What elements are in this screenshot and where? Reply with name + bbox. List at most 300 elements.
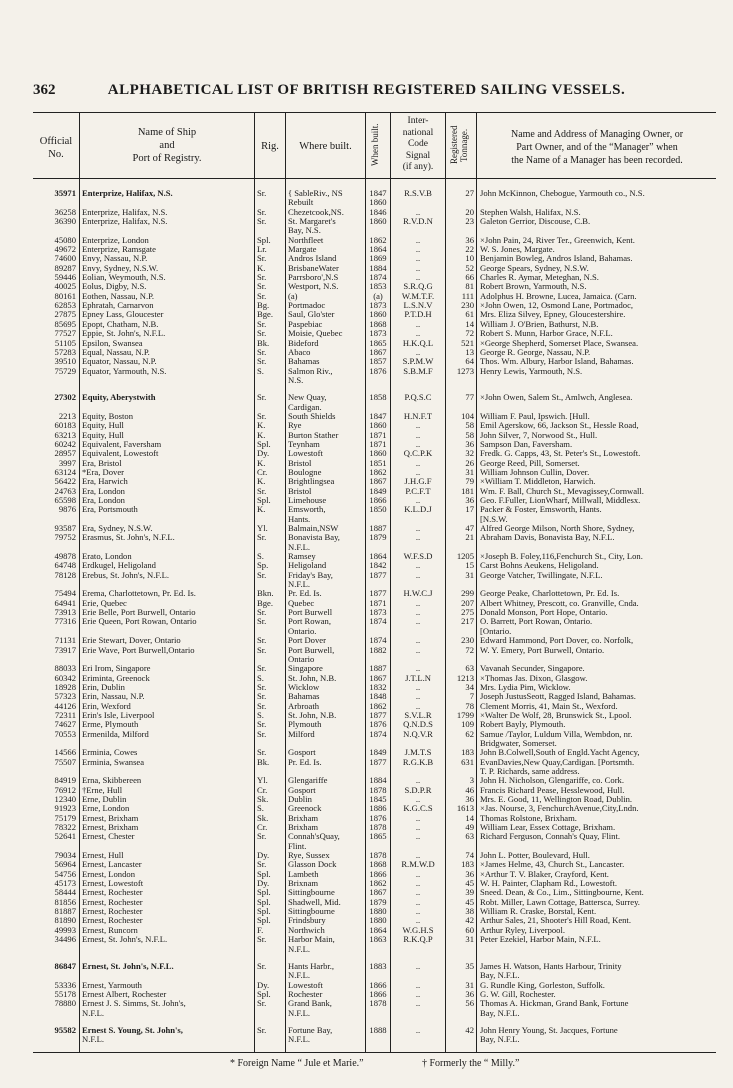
table-row bbox=[36, 468, 716, 477]
when-built-cell: 1876 bbox=[369, 720, 387, 730]
signal-cell: .. bbox=[415, 851, 421, 861]
ship-name-cell: Equator, Yarmouth, N.S. bbox=[82, 366, 167, 376]
signal-cell: .. bbox=[415, 636, 421, 646]
table-row bbox=[36, 505, 716, 514]
official-no-cell: 45080 bbox=[54, 235, 76, 245]
signal-cell: .. bbox=[415, 245, 421, 255]
rig-cell: Sr. bbox=[257, 961, 267, 971]
table-row bbox=[36, 720, 716, 729]
signal-cell: .. bbox=[415, 598, 421, 608]
tonnage-cell: 22 bbox=[465, 245, 474, 255]
table-row bbox=[36, 208, 716, 217]
where-built-cell: Bay, N.S. bbox=[288, 226, 321, 236]
where-built-cell: St. Margaret's bbox=[288, 217, 336, 227]
tonnage-cell: 299 bbox=[461, 589, 474, 599]
official-no-cell: 3997 bbox=[58, 458, 76, 468]
official-no-cell: 74627 bbox=[54, 720, 76, 730]
where-built-cell: Westport, N.S. bbox=[288, 282, 339, 292]
tonnage-cell: 58 bbox=[465, 430, 474, 440]
tonnage-cell: 15 bbox=[465, 561, 474, 571]
ship-name-cell: Enterprize, Halifax, N.S. bbox=[82, 207, 168, 217]
when-built-cell: 1876 bbox=[369, 813, 387, 823]
table-row bbox=[36, 254, 716, 263]
signal-cell: S.D.P.R bbox=[404, 785, 432, 795]
tonnage-cell: 275 bbox=[461, 608, 474, 618]
tonnage-cell: 207 bbox=[461, 598, 474, 608]
signal-cell: W.G.H.S bbox=[402, 925, 434, 935]
bottom-rule bbox=[33, 1052, 716, 1053]
official-no-cell: 95582 bbox=[54, 1025, 76, 1035]
where-built-cell: Flint. bbox=[288, 841, 307, 851]
table-row bbox=[36, 739, 716, 748]
table-row bbox=[36, 310, 716, 319]
ship-name-cell: Era, Harwich bbox=[82, 477, 128, 487]
table-row bbox=[36, 851, 716, 860]
where-built-cell: Port Burwell bbox=[288, 608, 333, 618]
rig-cell: Dy. bbox=[257, 980, 270, 990]
when-built-cell: 1867 bbox=[369, 673, 387, 683]
rig-cell: K. bbox=[257, 421, 266, 431]
ship-name-cell: Ernest, Yarmouth bbox=[82, 980, 142, 990]
signal-cell: J.M.T.S bbox=[404, 748, 432, 758]
tonnage-cell: 36 bbox=[465, 795, 474, 804]
ship-name-cell: N.F.L. bbox=[82, 1008, 104, 1018]
when-built-cell: 1880 bbox=[369, 916, 387, 926]
signal-cell: Q.C.P.K bbox=[403, 449, 433, 459]
official-no-cell: 72311 bbox=[54, 710, 76, 720]
where-built-cell: Lowestoft bbox=[288, 980, 323, 990]
table-row bbox=[36, 608, 716, 617]
owner-cell: John B.Colwell,South of Engld.Yacht Agency, bbox=[480, 748, 640, 758]
table-row bbox=[36, 655, 716, 664]
owner-cell: Richard Ferguson, Connah's Quay, Flint. bbox=[480, 832, 620, 842]
when-built-cell: 1886 bbox=[369, 804, 387, 814]
ship-name-cell: Ernest, Rochester bbox=[82, 907, 143, 917]
signal-cell: .. bbox=[415, 329, 421, 339]
owner-cell: Donald Monson, Port Hope, Ontario. bbox=[480, 608, 608, 618]
signal-cell: Q.N.D.S bbox=[403, 720, 433, 730]
table-row bbox=[36, 412, 716, 421]
official-no-cell: 35971 bbox=[54, 189, 76, 198]
signal-cell: .. bbox=[415, 235, 421, 245]
rig-cell: Sr. bbox=[257, 664, 267, 674]
owner-cell: Benjamin Bowleg, Andros Island, Bahamas. bbox=[480, 254, 633, 264]
where-built-cell: N.F.L. bbox=[288, 542, 310, 552]
official-no-cell: 28957 bbox=[54, 449, 76, 459]
official-no-cell: 39510 bbox=[54, 357, 76, 367]
rig-cell: S. bbox=[257, 710, 264, 720]
where-built-cell: Glasson Dock bbox=[288, 860, 337, 870]
tonnage-cell: 36 bbox=[465, 235, 474, 245]
when-built-cell: 1879 bbox=[369, 897, 387, 907]
table-row bbox=[36, 990, 716, 999]
when-built-cell: 1842 bbox=[369, 561, 387, 571]
where-built-cell: Fortune Bay, bbox=[288, 1025, 333, 1035]
where-built-cell: N.F.L. bbox=[288, 971, 310, 981]
when-built-cell: 1832 bbox=[369, 682, 387, 692]
when-built-cell: 1853 bbox=[369, 282, 387, 292]
rig-cell: Dy. bbox=[257, 449, 270, 459]
ship-name-cell: N.F.L. bbox=[82, 1035, 104, 1045]
tonnage-cell: 79 bbox=[465, 477, 474, 487]
official-no-cell: 60242 bbox=[54, 439, 76, 449]
table-row bbox=[36, 646, 716, 655]
signal-cell: .. bbox=[415, 879, 421, 889]
table-row bbox=[36, 329, 716, 338]
table-row bbox=[36, 888, 716, 897]
owner-cell: G. Rundle King, Gorleston, Suffolk. bbox=[480, 980, 605, 990]
table-row bbox=[36, 674, 716, 683]
official-no-cell: 27875 bbox=[54, 310, 76, 320]
rig-cell: Sr. bbox=[257, 533, 267, 543]
official-no-cell: 81856 bbox=[54, 897, 76, 907]
where-built-cell: Bideford bbox=[288, 338, 319, 348]
owner-cell: Robt. Miller, Lawn Cottage, Battersca, Surrey. bbox=[480, 897, 640, 907]
header-signal: Inter- national Code Signal (if any). bbox=[402, 116, 434, 172]
where-built-cell: Chezetcook,NS. bbox=[288, 207, 344, 217]
official-no-cell: 70553 bbox=[54, 729, 76, 739]
ship-name-cell: Equivalent, Faversham bbox=[82, 439, 162, 449]
ship-name-cell: Ernest, Hull bbox=[82, 851, 124, 861]
where-built-cell: Salmon Riv., bbox=[288, 366, 333, 376]
official-no-cell: 59446 bbox=[54, 273, 76, 283]
table-row bbox=[36, 301, 716, 310]
signal-cell: .. bbox=[415, 347, 421, 357]
table-row bbox=[36, 217, 716, 226]
tonnage-cell: 61 bbox=[465, 310, 474, 320]
header-rig: Rig. bbox=[261, 141, 279, 152]
table-row bbox=[36, 599, 716, 608]
ship-name-cell: Equity, Hull bbox=[82, 421, 124, 431]
table-row bbox=[36, 348, 716, 357]
owner-cell: Mrs. Lydia Pim, Wicklow. bbox=[480, 682, 571, 692]
ship-name-cell: Ephratah, Carnarvon bbox=[82, 301, 154, 311]
official-no-cell: 56422 bbox=[54, 477, 76, 487]
when-built-cell: 1860 bbox=[369, 310, 387, 320]
official-no-cell: 75729 bbox=[54, 366, 76, 376]
table-row bbox=[36, 730, 716, 739]
where-built-cell: Burton Stather bbox=[288, 430, 339, 440]
owner-cell: W. H. Painter, Clapham Rd., Lowestoft. bbox=[480, 879, 618, 889]
when-built-cell: 1847 bbox=[369, 411, 387, 421]
ship-name-cell: Epsilon, Swansea bbox=[82, 338, 143, 348]
official-no-cell: 24763 bbox=[54, 486, 76, 496]
signal-cell: H.N.F.T bbox=[403, 411, 433, 421]
signal-cell: .. bbox=[415, 496, 421, 505]
owner-cell: John Silver, 7, Norwood St., Hull. bbox=[480, 430, 598, 440]
signal-cell: H.W.C.J bbox=[403, 589, 433, 599]
signal-cell: K.L.D.J bbox=[404, 505, 432, 515]
when-built-cell: 1845 bbox=[369, 795, 387, 804]
official-no-cell: 74600 bbox=[54, 254, 76, 264]
rig-cell: Sr. bbox=[257, 411, 267, 421]
ship-name-cell: Ernest, Brixham bbox=[82, 823, 139, 833]
rig-cell: Spl. bbox=[257, 916, 271, 926]
where-built-cell: Arbroath bbox=[288, 701, 320, 711]
owner-cell: Wm. F. Ball, Church St., Mevagissey,Cornwall. bbox=[480, 486, 644, 496]
tonnage-cell: 1613 bbox=[456, 804, 474, 814]
official-no-cell: 27302 bbox=[54, 393, 76, 403]
table-row bbox=[36, 898, 716, 907]
rig-cell: Sp. bbox=[257, 561, 269, 571]
rig-cell: S. bbox=[257, 552, 264, 562]
rig-cell: K. bbox=[257, 458, 266, 468]
rig-cell: Spl. bbox=[257, 897, 271, 907]
owner-cell: W. S. Jones, Margate. bbox=[480, 245, 555, 255]
table-row bbox=[36, 552, 716, 561]
signal-cell: .. bbox=[415, 823, 421, 833]
when-built-cell: 1851 bbox=[369, 458, 387, 468]
official-no-cell: 63213 bbox=[54, 430, 76, 440]
ship-name-cell: Enterprize, Halifax, N.S. bbox=[82, 189, 173, 198]
where-built-cell: Brightlingsea bbox=[288, 477, 335, 487]
official-no-cell: 78322 bbox=[54, 823, 76, 833]
owner-cell: ×Arthur T. V. Blaker, Crayford, Kent. bbox=[480, 869, 609, 879]
table-row bbox=[36, 376, 716, 385]
tonnage-cell: 72 bbox=[465, 329, 474, 339]
ship-name-cell: Eriminta, Greenock bbox=[82, 673, 150, 683]
signal-cell: .. bbox=[415, 692, 421, 702]
ship-name-cell: Ermenilda, Milford bbox=[82, 729, 149, 739]
table-row bbox=[36, 477, 716, 486]
table-row bbox=[36, 636, 716, 645]
ship-name-cell: Ernest J. S. Simms, St. John's, bbox=[82, 999, 186, 1009]
tonnage-cell: 10 bbox=[465, 254, 474, 264]
official-no-cell: 81887 bbox=[54, 907, 76, 917]
official-no-cell: 79034 bbox=[54, 851, 76, 861]
rig-cell: Sr. bbox=[257, 319, 267, 329]
rig-cell: Sr. bbox=[257, 1025, 267, 1035]
where-built-cell: Bristol bbox=[288, 486, 312, 496]
owner-cell: Abraham Davis, Bonavista Bay, N.F.L. bbox=[480, 533, 615, 543]
tonnage-cell: 35 bbox=[465, 961, 474, 971]
tonnage-cell: 20 bbox=[465, 207, 474, 217]
rig-cell: Sk. bbox=[257, 813, 269, 823]
table-row bbox=[36, 1035, 716, 1044]
owner-cell: ×Jas. Nourse, 3, FenchurchAvenue,City,Lndn. bbox=[480, 804, 639, 814]
official-no-cell: 34496 bbox=[54, 935, 76, 945]
ship-name-cell: Erema, Charlottetown, Pr. Ed. Is. bbox=[82, 589, 196, 599]
when-built-cell: 1883 bbox=[369, 961, 387, 971]
register-entries bbox=[36, 189, 716, 1045]
owner-cell: ×John Owen, 12, Osmond Lane, Portmadoc, bbox=[480, 301, 634, 311]
signal-cell: .. bbox=[415, 897, 421, 907]
rig-cell: Sr. bbox=[257, 273, 267, 283]
ship-name-cell: Equity, Aberystwith bbox=[82, 393, 156, 403]
owner-cell: Bridgwater, Somerset. bbox=[480, 738, 557, 748]
tonnage-cell: 17 bbox=[465, 505, 474, 515]
ship-name-cell: Ernest, Brixham bbox=[82, 813, 139, 823]
when-built-cell: 1880 bbox=[369, 907, 387, 917]
running-head: ALPHABETICAL LIST OF BRITISH REGISTERED SAILING VESSELS. bbox=[107, 82, 626, 98]
table-row bbox=[36, 589, 716, 598]
table-row bbox=[36, 226, 716, 235]
official-no-cell: 62853 bbox=[54, 301, 76, 311]
owner-cell: ×John Pain, 24, River Ter., Greenwich, Kent. bbox=[480, 235, 635, 245]
rig-cell: Bg. bbox=[257, 301, 270, 311]
official-no-cell: 18928 bbox=[54, 682, 76, 692]
where-built-cell: Hants Harbr., bbox=[288, 961, 335, 971]
owner-cell: ×William T. Middleton, Harwich. bbox=[480, 477, 596, 487]
when-built-cell: 1863 bbox=[369, 935, 387, 945]
tonnage-cell: 49 bbox=[465, 823, 474, 833]
when-built-cell: 1866 bbox=[369, 869, 387, 879]
owner-cell: Edward Hammond, Port Dover, co. Norfolk, bbox=[480, 636, 634, 646]
official-no-cell: 44126 bbox=[54, 701, 76, 711]
tonnage-cell: 74 bbox=[465, 851, 474, 861]
owner-cell: Charles R. Aymar, Meteghan, N.S. bbox=[480, 273, 599, 283]
signal-cell: R.G.K.B bbox=[402, 757, 434, 767]
ship-name-cell: Erminia, Cowes bbox=[82, 748, 138, 758]
official-no-cell: 81890 bbox=[54, 916, 76, 926]
owner-cell: ×Thomas Jas. Dixon, Glasgow. bbox=[480, 673, 588, 683]
official-no-cell: 76912 bbox=[54, 785, 76, 795]
where-built-cell: Ontario bbox=[288, 654, 315, 664]
ship-name-cell: Erme, Plymouth bbox=[82, 720, 139, 730]
table-row bbox=[36, 870, 716, 879]
ship-name-cell: Era, London bbox=[82, 496, 125, 505]
ship-name-cell: Eolian, Weymouth, N.S. bbox=[82, 273, 166, 283]
where-built-cell: Port Dover bbox=[288, 636, 326, 646]
official-no-cell: 55178 bbox=[54, 989, 76, 999]
signal-cell: .. bbox=[415, 533, 421, 543]
when-built-cell: 1887 bbox=[369, 524, 387, 534]
owner-cell: ×John Owen, Salem St., Amlwch, Anglesea. bbox=[480, 393, 633, 403]
where-built-cell: Rebuilt bbox=[288, 198, 314, 208]
signal-cell: S.B.M.F bbox=[403, 366, 433, 376]
page-number: 362 bbox=[33, 82, 56, 98]
table-row bbox=[36, 879, 716, 888]
owner-cell: Stephen Walsh, Halifax, N.S. bbox=[480, 207, 581, 217]
official-no-cell: 64941 bbox=[54, 598, 76, 608]
when-built-cell: 1873 bbox=[369, 608, 387, 618]
tonnage-cell: 47 bbox=[465, 524, 474, 534]
when-built-cell: 1847 bbox=[369, 189, 387, 198]
owner-cell: Galeton Gerrior, Discouse, C.B. bbox=[480, 217, 591, 227]
rig-cell: K. bbox=[257, 430, 266, 440]
where-built-cell: Northfleet bbox=[288, 235, 324, 245]
official-no-cell: 93587 bbox=[54, 524, 76, 534]
footnote-right: † Formerly the “ Milly.” bbox=[422, 1058, 520, 1069]
tonnage-cell: 32 bbox=[465, 449, 474, 459]
table-row bbox=[36, 496, 716, 505]
signal-cell: .. bbox=[415, 570, 421, 580]
rig-cell: Sr. bbox=[257, 217, 267, 227]
official-no-cell: 77316 bbox=[54, 617, 76, 627]
rig-cell: Cr. bbox=[257, 823, 268, 833]
when-built-cell: 1884 bbox=[369, 776, 387, 786]
table-row bbox=[36, 617, 716, 626]
owner-cell: John Henry Young, St. Jacques, Fortune bbox=[480, 1025, 618, 1035]
rig-cell: Sr. bbox=[257, 570, 267, 580]
when-built-cell: 1848 bbox=[369, 692, 387, 702]
rig-cell: Bk. bbox=[257, 757, 270, 767]
ship-name-cell: Ernest, London bbox=[82, 869, 135, 879]
ship-name-cell: Ernest S. Young, St. John's, bbox=[82, 1025, 183, 1035]
rig-cell: Sr. bbox=[257, 189, 267, 198]
rig-cell: Bge. bbox=[257, 598, 273, 608]
ship-name-cell: Enterprize, London bbox=[82, 235, 149, 245]
when-built-cell: 1877 bbox=[369, 570, 387, 580]
table-row bbox=[36, 580, 716, 589]
ship-name-cell: Equity, Boston bbox=[82, 411, 134, 421]
rig-cell: Sr. bbox=[257, 282, 267, 292]
tonnage-cell: 38 bbox=[465, 907, 474, 917]
when-built-cell: 1874 bbox=[369, 729, 387, 739]
tonnage-cell: 46 bbox=[465, 785, 474, 795]
footnote-left: * Foreign Name “ Jule et Marie.” bbox=[230, 1058, 364, 1069]
table-row bbox=[36, 198, 716, 207]
official-no-cell: 77527 bbox=[54, 329, 76, 339]
signal-cell: .. bbox=[415, 439, 421, 449]
where-built-cell: Andros Island bbox=[288, 254, 337, 264]
where-built-cell: Saul, Glo'ster bbox=[288, 310, 335, 320]
table-row bbox=[36, 487, 716, 496]
rig-cell: Cr. bbox=[257, 785, 268, 795]
official-no-cell: 40025 bbox=[54, 282, 76, 292]
official-no-cell: 9876 bbox=[58, 505, 76, 515]
when-built-cell: 1846 bbox=[369, 207, 387, 217]
official-no-cell: 78880 bbox=[54, 999, 76, 1009]
tonnage-cell: 109 bbox=[461, 720, 474, 730]
when-built-cell: 1860 bbox=[369, 198, 387, 208]
tonnage-cell: 1213 bbox=[456, 673, 474, 683]
rig-cell: S. bbox=[257, 366, 264, 376]
table-row bbox=[36, 971, 716, 980]
tonnage-cell: 104 bbox=[461, 411, 474, 421]
owner-cell: ×Walter De Wolf, 28, Brunswick St., Lpool. bbox=[480, 710, 632, 720]
where-built-cell: Pr. Ed. Is. bbox=[288, 589, 322, 599]
where-built-cell: Rochester bbox=[288, 989, 323, 999]
where-built-cell: Rye, Sussex bbox=[288, 851, 330, 861]
owner-cell: Sneed. Dean, & Co., Lim., Sittingbourne, Kent. bbox=[480, 888, 644, 898]
signal-cell: R.V.D.N bbox=[403, 217, 433, 227]
tonnage-cell: 63 bbox=[465, 664, 474, 674]
ship-name-cell: Ernest Albert, Rochester bbox=[82, 989, 167, 999]
official-no-cell: 64748 bbox=[54, 561, 76, 571]
when-built-cell: 1865 bbox=[369, 832, 387, 842]
ship-name-cell: Eothen, Nassau, N.P. bbox=[82, 291, 155, 301]
ship-name-cell: Eolus, Digby, N.S. bbox=[82, 282, 147, 292]
table-row bbox=[36, 711, 716, 720]
table-row bbox=[36, 524, 716, 533]
table-row bbox=[36, 459, 716, 468]
when-built-cell: 1878 bbox=[369, 999, 387, 1009]
ship-name-cell: Equity, Hull bbox=[82, 430, 124, 440]
signal-cell: .. bbox=[415, 207, 421, 217]
official-no-cell: 57283 bbox=[54, 347, 76, 357]
owner-cell: George Peake, Charlottetown, Pr. Ed. Is. bbox=[480, 589, 620, 599]
when-built-cell: 1850 bbox=[369, 505, 387, 515]
where-built-cell: Rye bbox=[288, 421, 302, 431]
rig-cell: K. bbox=[257, 505, 266, 515]
ship-name-cell: Ernest, Chester bbox=[82, 832, 135, 842]
where-built-cell: Bonavista Bay, bbox=[288, 533, 340, 543]
table-row bbox=[36, 860, 716, 869]
when-built-cell: 1862 bbox=[369, 467, 387, 477]
owner-cell: George Reed, Pill, Somerset. bbox=[480, 458, 580, 468]
when-built-cell: 1876 bbox=[369, 366, 387, 376]
owner-cell: Bay, N.F.L. bbox=[480, 1035, 520, 1045]
rig-cell: Sr. bbox=[257, 682, 267, 692]
owner-cell: Robert Bayly, Plymouth. bbox=[480, 720, 566, 730]
signal-cell: .. bbox=[415, 701, 421, 711]
signal-cell: J.H.G.F bbox=[404, 477, 432, 487]
owner-cell: Thomas A. Hickman, Grand Bank, Fortune bbox=[480, 999, 629, 1009]
owner-cell: Geo. F.Fuller, LionWharf, Millwall, Middlesx. bbox=[480, 496, 641, 505]
signal-cell: .. bbox=[415, 813, 421, 823]
ship-name-cell: Erne, Dublin bbox=[82, 795, 127, 804]
